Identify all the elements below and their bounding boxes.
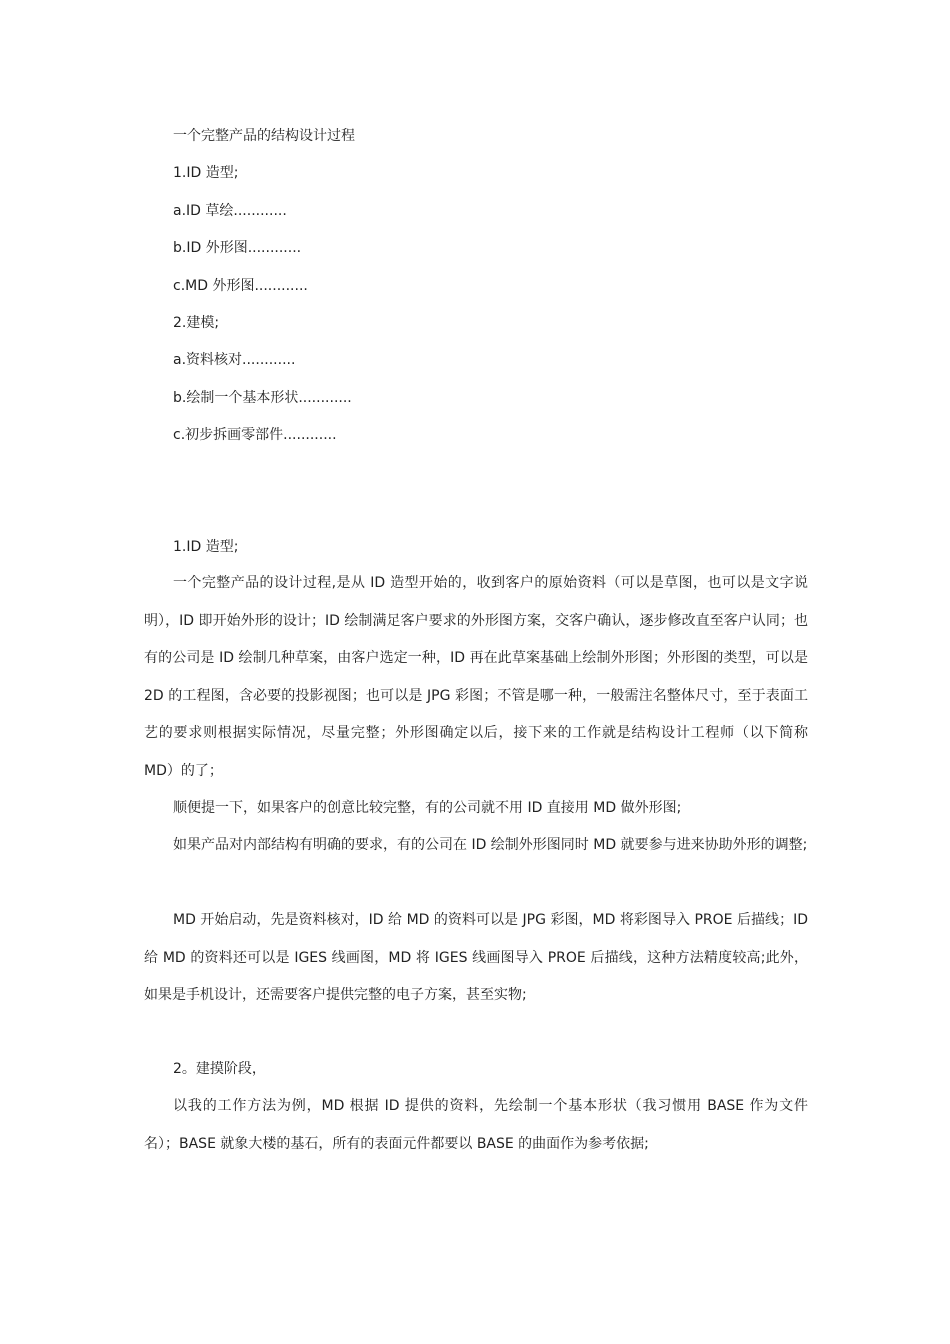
outline-item: c.MD 外形图............ <box>173 278 308 294</box>
body-paragraph: 如果产品对内部结构有明确的要求，有的公司在 ID 绘制外形图同时 MD 就要参与进来协助外形的调整; <box>173 837 808 853</box>
body-paragraph: 以我的工作方法为例，MD 根据 ID 提供的资料，先绘制一个基本形状（我习惯用 BASE 作为文件名）；BASE 就象大楼的基石，所有的表面元件都要以 BASE 的曲面作为参考依据; <box>144 1098 808 1152</box>
body-paragraph: 顺便提一下，如果客户的创意比较完整，有的公司就不用 ID 直接用 MD 做外形图; <box>173 800 682 816</box>
outline-item: 2.建模; <box>173 315 220 331</box>
outline-item: c.初步拆画零部件............ <box>173 427 337 443</box>
outline-item: a.资料核对............ <box>173 352 296 368</box>
section-heading: 1.ID 造型; <box>173 539 239 555</box>
outline-item: 1.ID 造型; <box>173 165 239 181</box>
section-heading: 2。建摸阶段， <box>173 1061 266 1077</box>
outline-item: b.ID 外形图............ <box>173 240 302 256</box>
outline-item: a.ID 草绘............ <box>173 203 287 219</box>
body-paragraph: MD 开始启动，先是资料核对，ID 给 MD 的资料可以是 JPG 彩图，MD 将彩图导入 PROE 后描线；ID 给 MD 的资料还可以是 IGES 线画图，MD 将 IGES 线画图导入 PROE 后描线，这种方法精度较高;此外，如果是手机设计，还需要客户提供完整的电子方案，甚至实物; <box>144 912 808 1003</box>
body-paragraph: 一个完整产品的设计过程,是从 ID 造型开始的，收到客户的原始资料（可以是草图，也可以是文字说明），ID 即开始外形的设计；ID 绘制满足客户要求的外形图方案，交客户确认，逐步修改直至客户认同；也有的公司是 ID 绘制几种草案，由客户选定一种，ID 再在此草案基础上绘制外形图；外形图的类型，可以是 2D 的工程图，含必要的投影视图；也可以是 JPG 彩图；不管是哪一种，一般需注名整体尺寸，至于表面工艺的要求则根据实际情况，尽量完整；外形图确定以后，接下来的工作就是结构设计工程师（以下简称 MD）的了； <box>144 575 808 779</box>
outline-item: b.绘制一个基本形状............ <box>173 390 352 406</box>
outline-title: 一个完整产品的结构设计过程 <box>173 128 355 144</box>
